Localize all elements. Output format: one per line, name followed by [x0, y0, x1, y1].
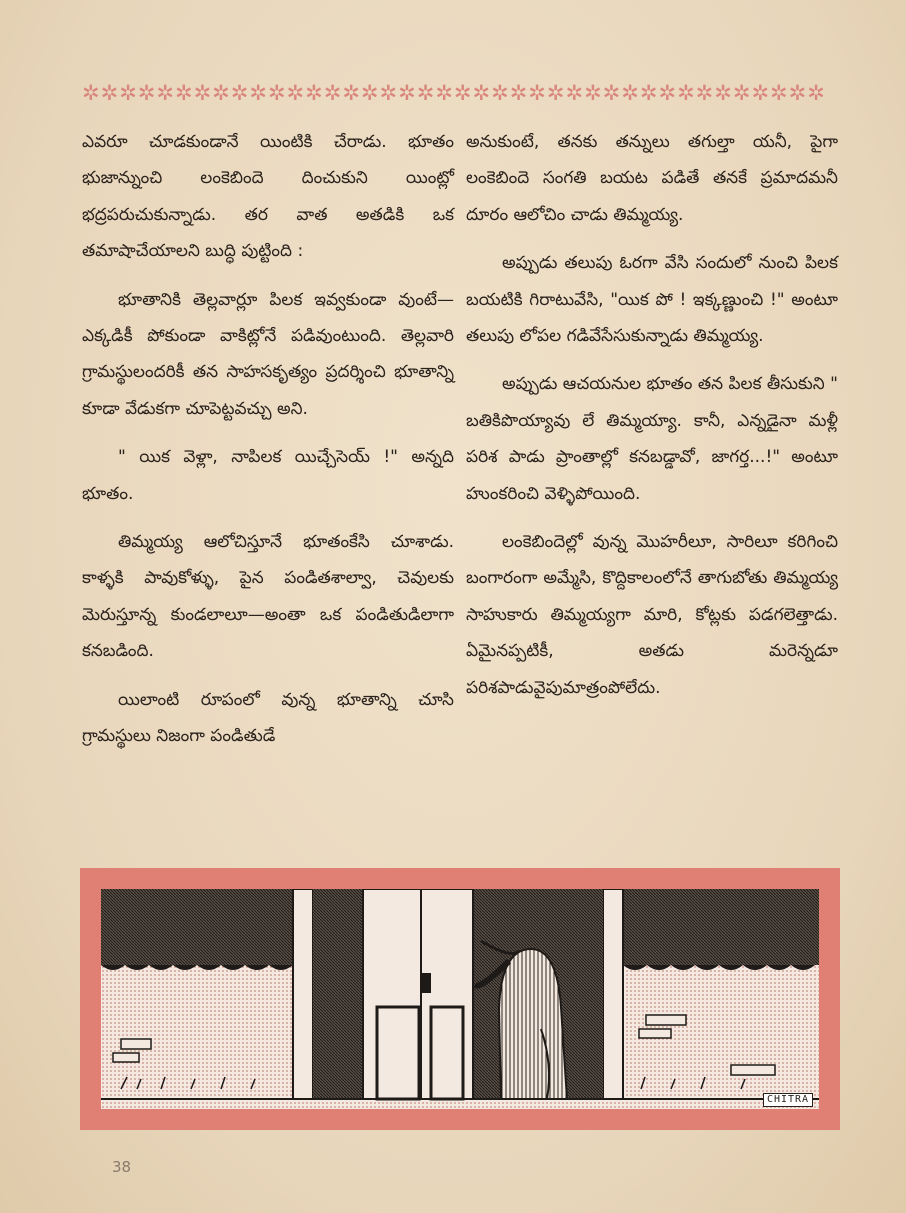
- illustration-frame: [80, 868, 840, 1130]
- paragraph: అప్పుడు ఆచయనుల భూతం తన పిలక తీసుకుని " బతికిపొయ్యావు లే తిమ్మయ్యా. కానీ, ఎన్నడైనా మళ్లీ పరిశ పాడు ప్రాంతాల్లో కనబడ్డావో, జాగర్త...!" అంటూ హుంకరించి వెళ్ళిపోయింది.: [466, 374, 838, 504]
- signature-text: CHITRA: [763, 1093, 813, 1107]
- artist-signature: [753, 1092, 823, 1108]
- page-number: 38: [112, 1158, 132, 1176]
- paragraph: భూతానికి తెల్లవార్లూ పిలక ఇవ్వకుండా వుంటే— ఎక్కడికీ పోకుండా వాకిట్లోనే పడివుంటుంది. తెల్లవారి గ్రామస్థులందరికీ తన సాహసకృత్యం ప్రదర్శించి భూతాన్ని కూడా వేడుకగా చూపెట్టవచ్చు అని.: [82, 289, 454, 419]
- decorative-border: ✲✲✲✲✲✲✲✲✲✲✲✲✲✲✲✲✲✲✲✲✲✲✲✲✲✲✲✲✲✲✲✲✲✲✲✲✲✲✲✲: [82, 81, 826, 105]
- paragraph: అనుకుంటే, తనకు తన్నులు తగుల్తా యనీ, పైగా లంకెబిందె సంగతి బయట పడితే తనకే ప్రమాదమనీ దూరం ఆలోచిం చాడు తిమ్మయ్య.: [466, 132, 838, 225]
- paragraph: యిలాంటి రూపంలో వున్న భూతాన్ని చూసి గ్రామస్థులు నిజంగా పండితుడే: [82, 689, 454, 747]
- right-text-column: [466, 124, 838, 718]
- illustration-doorway-scene: [101, 889, 819, 1109]
- left-text-column: [82, 124, 454, 767]
- paragraph: లంకెబిందెల్లో వున్న మొహరీలూ, సారిలూ కరిగించి బంగారంగా అమ్మేసి, కొద్దికాలంలోనే తాగుబోతు తిమ్మయ్య సాహుకారు తిమ్మయ్యగా మారి, కోట్లకు పడగలెత్తాడు. ఏమైనప్పటికీ, అతడు మరెన్నడూ పరిశపాడువైపుమాత్రంపోలేదు.: [466, 532, 838, 698]
- paragraph: " యిక వెళ్లా, నాపిలక యిచ్చేసెయ్ !" అన్నది భూతం.: [82, 447, 454, 504]
- paragraph: అప్పుడు తలుపు ఓరగా వేసి సందులో నుంచి పిలక బయటికి గిరాటువేసి, "యిక పో ! ఇక్కణ్ణుంచి !" అంటూ తలుపు లోపల గడివేసేసుకున్నాడు తిమ్మయ్య.: [466, 253, 838, 347]
- paragraph: తిమ్మయ్య ఆలోచిస్తూనే భూతంకేసి చూశాడు. కాళ్ళకి పావుకోళ్ళు, పైన పండితశాల్వా, చెవులకు మెరుస్తూన్న కుండలాలూ—అంతా ఒక పండితుడిలాగా కనబడింది.: [82, 532, 454, 662]
- paragraph: ఎవరూ చూడకుండానే యింటికి చేరాడు. భూతం భుజాన్నుంచి లంకెబిందె దించుకుని యింట్లో భద్రపరుచుకున్నాడు. తర వాత అతడికి ఒక తమాషాచేయాలని బుద్ధి పుట్టింది :: [82, 132, 454, 262]
